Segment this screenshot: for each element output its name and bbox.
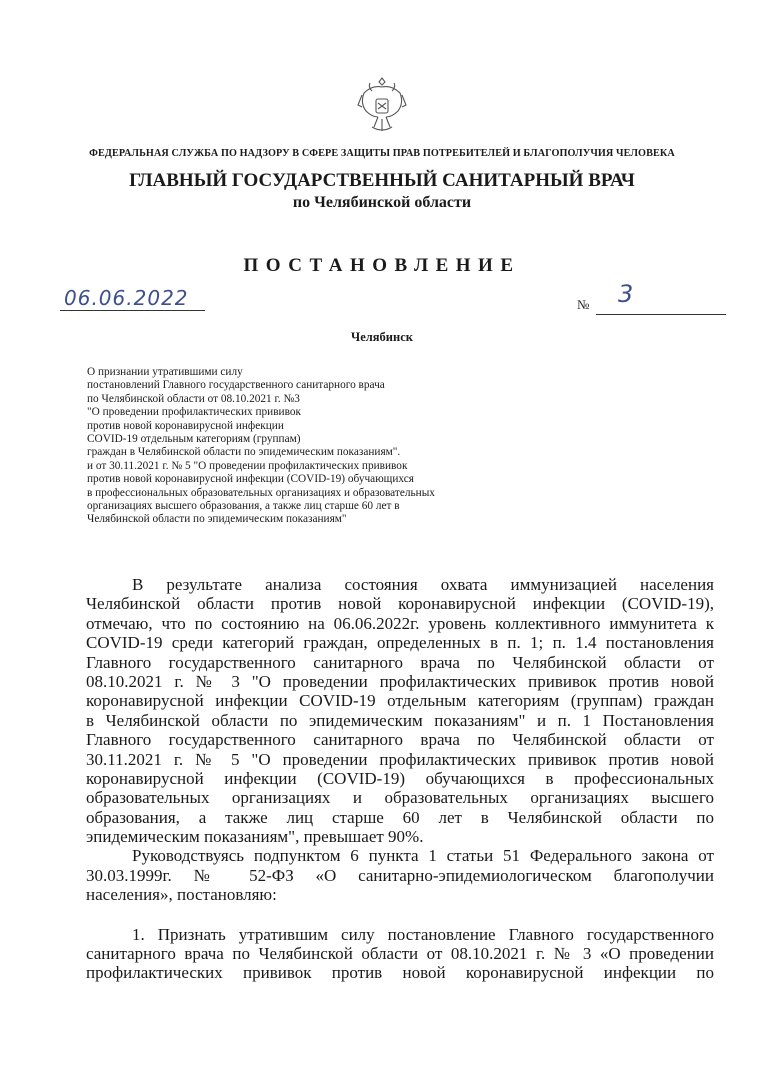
decree-body	[86, 575, 714, 983]
subject-line: Челябинской области по эпидемическим показаниям"	[87, 513, 347, 526]
agency-name: ФЕДЕРАЛЬНАЯ СЛУЖБА ПО НАДЗОРУ В СФЕРЕ ЗАЩИТЫ ПРАВ ПОТРЕБИТЕЛЕЙ И БЛАГОПОЛУЧИЯ ЧЕЛОВЕКА	[89, 148, 675, 159]
number-underline	[596, 314, 726, 315]
subject-line: COVID-19 отдельным категориям (группам)	[87, 433, 301, 446]
paragraph-line: 30.11.2021 г. № 5 "О проведении профилактических прививок против новой	[86, 749, 714, 769]
subject-line: О признании утратившими силу	[87, 366, 243, 378]
russian-coat-of-arms-icon	[356, 75, 408, 135]
subject-line: против новой коронавирусной инфекции	[87, 419, 284, 432]
paragraph-line: Челябинской области против новой коронавирусной инфекции (COVID-19),	[86, 594, 714, 614]
paragraph-line: отмечаю, что по состоянию на 06.06.2022г. уровень коллективного иммунитета к	[86, 613, 714, 633]
paragraph-line: коронавирусной инфекции (COVID-19) обучающихся в профессиональных	[86, 768, 714, 788]
paragraph-line: Руководствуясь подпунктом 6 пункта 1 статьи 51 Федерального закона от	[132, 846, 714, 866]
paragraph-line: Главного государственного санитарного врача по Челябинской области от	[86, 652, 714, 672]
subject-line: организациях высшего образования, а также лиц старше 60 лет в	[87, 500, 400, 513]
paragraph-line: образовательных организациях и образовательных организациях высшего	[86, 788, 714, 808]
number-sign: №	[577, 297, 590, 312]
item-line: профилактических прививок против новой коронавирусной инфекции по	[86, 963, 714, 983]
subject-line: по Челябинской области от 08.10.2021 г. №3	[87, 392, 300, 405]
subject-line: против новой коронавирусной инфекции (COVID-19) обучающихся	[87, 473, 414, 486]
item-line: 1. Признать утратившим силу постановление Главного государственного	[132, 924, 714, 944]
paragraph-line: Главного государственного санитарного врача по Челябинской области от	[86, 730, 714, 750]
subject-line: постановлений Главного государственного санитарного врача	[87, 379, 385, 392]
item-line: санитарного врача по Челябинской области от 08.10.2021 г. № 3 «О проведении	[86, 944, 714, 964]
paragraph-line: COVID-19 среди категорий граждан, определенных в п. 1; п. 1.4 постановления	[86, 633, 714, 653]
paragraph-line: населения», постановляю:	[86, 885, 277, 905]
subject-line: в профессиональных образовательных организациях и образовательных	[87, 486, 435, 499]
paragraph-line: 08.10.2021 г. № 3 "О проведении профилактических прививок против новой	[86, 671, 714, 691]
paragraph-line: эпидемическим показаниям", превышает 90%.	[86, 827, 424, 847]
paragraph-line: коронавирусной инфекции COVID-19 отдельным категориям (группам) граждан	[86, 691, 714, 711]
paragraph-line: образования, а также лиц старше 60 лет в Челябинской области по	[86, 807, 714, 827]
decree-number: 3	[618, 280, 634, 308]
decree-subject	[87, 366, 507, 527]
official-title: ГЛАВНЫЙ ГОСУДАРСТВЕННЫЙ САНИТАРНЫЙ ВРАЧ	[129, 170, 635, 191]
paragraph-line: 30.03.1999г. № 52-ФЗ «О санитарно-эпидемиологическом благополучии	[86, 865, 714, 885]
subject-line: "О проведении профилактических прививок	[87, 406, 301, 419]
paragraph-line: В результате анализа состояния охвата иммунизацией населения	[132, 575, 714, 594]
subject-line: и от 30.11.2021 г. № 5 "О проведении профилактических прививок	[87, 459, 408, 472]
subject-line: граждан в Челябинской области по эпидемическим показаниям".	[87, 446, 401, 459]
paragraph-line: в Челябинской области по эпидемическим показаниям" и п. 1 Постановления	[86, 710, 714, 730]
decree-date: 06.06.2022	[64, 286, 189, 310]
paragraph-gap	[86, 905, 714, 925]
region-title: по Челябинской области	[292, 194, 472, 211]
decree-title: ПОСТАНОВЛЕНИЕ	[243, 255, 521, 276]
city-name: Челябинск	[351, 330, 413, 344]
date-underline	[60, 310, 205, 311]
